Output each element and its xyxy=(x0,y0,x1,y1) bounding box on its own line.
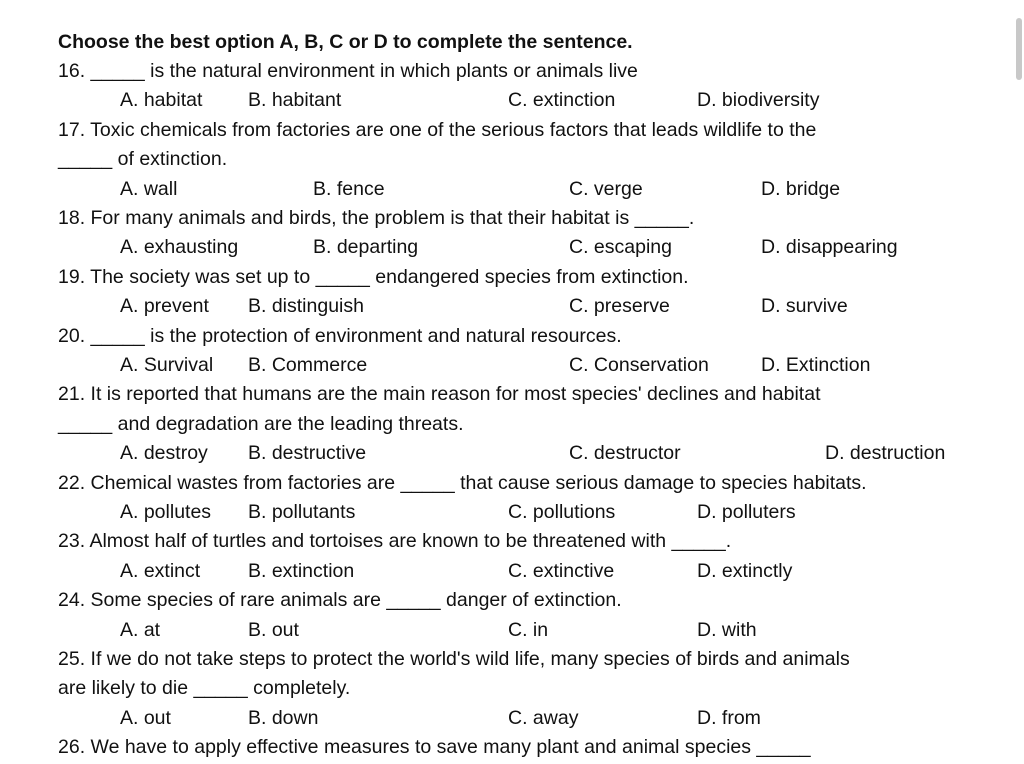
instruction-heading: Choose the best option A, B, C or D to complete the sentence. xyxy=(58,31,633,53)
answer-option-b[interactable]: B. habitant xyxy=(248,89,342,112)
question-stem-line: 19. The society was set up to _____ endangered species from extinction. xyxy=(58,265,689,288)
answer-option-c[interactable]: C. extinctive xyxy=(508,559,615,582)
answer-option-c[interactable]: C. verge xyxy=(569,177,643,200)
question-stem-line: 16. _____ is the natural environment in which plants or animals live xyxy=(58,60,638,82)
answer-option-d[interactable]: D. destruction xyxy=(825,442,946,465)
question-stem-line: 20. _____ is the protection of environment and natural resources. xyxy=(58,324,622,347)
question-stem-line: are likely to die _____ completely. xyxy=(58,677,351,700)
answer-option-a[interactable]: A. habitat xyxy=(120,89,203,112)
answer-option-d[interactable]: D. survive xyxy=(761,295,848,318)
answer-option-b[interactable]: B. out xyxy=(248,618,299,641)
answer-option-b[interactable]: B. extinction xyxy=(248,559,355,582)
question-stem-line: 21. It is reported that humans are the main reason for most species' declines and habitat xyxy=(58,383,821,406)
answer-option-d[interactable]: D. with xyxy=(697,618,757,641)
answer-option-c[interactable]: C. pollutions xyxy=(508,501,616,523)
answer-option-a[interactable]: A. Survival xyxy=(120,354,214,376)
scrollbar[interactable] xyxy=(1016,18,1022,80)
question-stem-line: 25. If we do not take steps to protect the world's wild life, many species of birds and animals xyxy=(58,648,850,670)
answer-option-a[interactable]: A. exhausting xyxy=(120,236,239,259)
question-stem-line: 22. Chemical wastes from factories are _____ that cause serious damage to species habitats. xyxy=(58,471,867,494)
answer-option-d[interactable]: D. polluters xyxy=(697,501,796,523)
answer-option-d[interactable]: D. disappearing xyxy=(761,236,898,259)
answer-option-b[interactable]: B. distinguish xyxy=(248,295,364,318)
answer-option-c[interactable]: C. in xyxy=(508,618,549,641)
answer-option-d[interactable]: D. extinctly xyxy=(697,559,793,582)
answer-option-a[interactable]: A. prevent xyxy=(120,295,209,318)
answer-option-c[interactable]: C. escaping xyxy=(569,236,672,259)
question-stem-line: 18. For many animals and birds, the problem is that their habitat is _____. xyxy=(58,207,695,229)
answer-option-c[interactable]: C. preserve xyxy=(569,295,670,318)
answer-option-b[interactable]: B. pollutants xyxy=(248,501,356,523)
answer-option-d[interactable]: D. bridge xyxy=(761,177,841,200)
question-stem-line: _____ of extinction. xyxy=(58,148,228,171)
answer-option-d[interactable]: D. from xyxy=(697,706,761,729)
answer-option-b[interactable]: B. destructive xyxy=(248,442,367,465)
answer-option-b[interactable]: B. Commerce xyxy=(248,354,368,376)
answer-option-a[interactable]: A. out xyxy=(120,706,171,729)
question-stem-line: _____ and degradation are the leading threats. xyxy=(58,412,464,435)
answer-option-a[interactable]: A. wall xyxy=(120,177,178,200)
answer-option-d[interactable]: D. Extinction xyxy=(761,354,871,376)
answer-option-b[interactable]: B. fence xyxy=(313,177,385,200)
answer-option-a[interactable]: A. pollutes xyxy=(120,501,212,523)
answer-option-c[interactable]: C. extinction xyxy=(508,89,616,112)
answer-option-c[interactable]: C. destructor xyxy=(569,442,681,465)
answer-option-b[interactable]: B. departing xyxy=(313,236,419,259)
answer-option-c[interactable]: C. away xyxy=(508,706,579,729)
answer-option-a[interactable]: A. destroy xyxy=(120,442,208,465)
question-stem-line: 24. Some species of rare animals are _____ danger of extinction. xyxy=(58,589,622,612)
question-stem-line: 17. Toxic chemicals from factories are one of the serious factors that leads wildlife to the xyxy=(58,118,817,141)
question-stem-line: 26. We have to apply effective measures to save many plant and animal species _____ xyxy=(58,736,811,759)
answer-option-d[interactable]: D. biodiversity xyxy=(697,89,820,112)
question-stem-line: 23. Almost half of turtles and tortoises are known to be threatened with _____. xyxy=(58,530,732,553)
answer-option-a[interactable]: A. extinct xyxy=(120,559,201,582)
answer-option-a[interactable]: A. at xyxy=(120,618,161,641)
answer-option-b[interactable]: B. down xyxy=(248,706,319,729)
answer-option-c[interactable]: C. Conservation xyxy=(569,354,709,376)
